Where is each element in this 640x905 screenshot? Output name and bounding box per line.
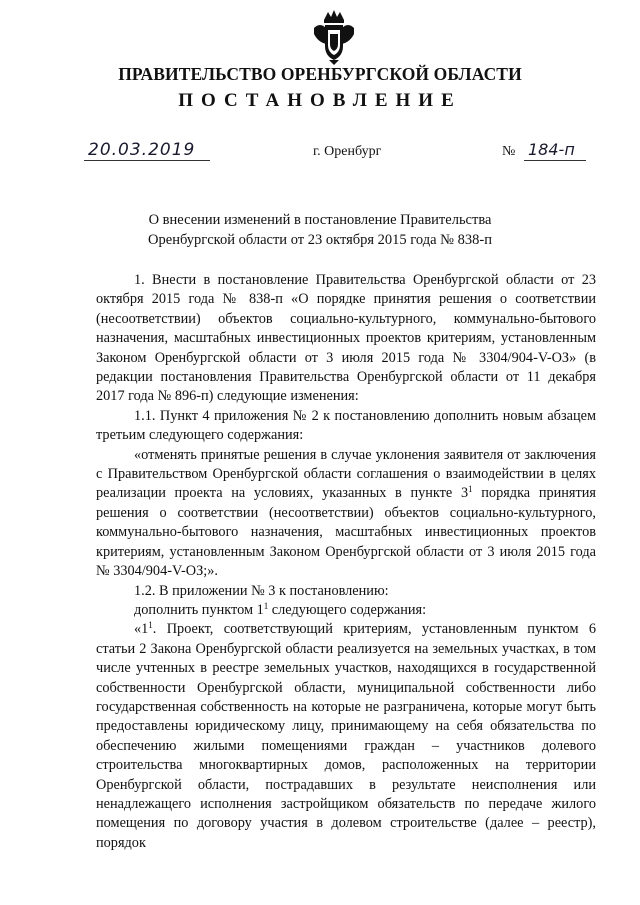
- document-date: 20.03.2019: [88, 140, 196, 160]
- document-type-title: ПОСТАНОВЛЕНИЕ: [178, 90, 462, 111]
- paragraph-quote-2-text-b: . Проект, соответствующий критериям, установленным пунктом 6 статьи 2 Закона Оренбургской области реализуется на земельных участках, в том числе учтенных в реестре земельных участков, находящихся в государственной собственности Оренбургской области, муниципальной собственности либо государственная собственность на которые не разграничена, которые могут быть предоставлены юридическому лицу, принимающему на себя обязательства по обеспечению жилыми помещениями граждан – участников долевого строительства многоквартирных домов, расположенных на территории Оренбургской области, пострадавших в результате неисполнения или ненадлежащего исполнения застройщиком обязательств по передаче жилого помещения по договору участия в долевом строительстве (далее – реестр), порядок: [96, 621, 596, 851]
- coat-of-arms-icon: [312, 8, 356, 66]
- paragraph-add-point: [96, 601, 596, 620]
- paragraph-1: 1. Внести в постановление Правительства Оренбургской области от 23 октября 2015 года № 838-п «О порядке принятия решения о соответствии (несоответствии) объектов социально-культурного, коммунально-бытового назначения, масштабных инвестиционных проектов критериям, установленным Законом Оренбургской области от 3 июля 2015 года № 3304/904-V-ОЗ» (в редакции постановления Правительства Оренбургской области от 11 декабря 2017 года № 896-п) следующие изменения:: [96, 272, 596, 405]
- paragraph-add-point-text-a: дополнить пунктом 1: [134, 601, 264, 618]
- date-underline: [84, 160, 210, 161]
- paragraph-quote-2-text-a: «1: [134, 621, 149, 638]
- number-underline: [524, 160, 586, 161]
- document-number: 184-п: [528, 140, 575, 159]
- paragraph-1-2: 1.2. В приложении № 3 к постановлению:: [134, 582, 389, 599]
- document-body: [96, 271, 596, 853]
- superscript: 1: [468, 484, 473, 495]
- paragraph-quote-2: [96, 620, 596, 853]
- superscript: 1: [263, 600, 269, 611]
- paragraph-add-point-text-b: следующего содержания:: [268, 601, 427, 618]
- paragraph-quote-1-text-b: порядка принятия решения о соответствии (несоответствии) объектов социально-культурного, коммунально-бытового назначения, масштабных инвестиционных проектов критериям, установленным Законом Оренбургской области от 3 июля 2015 года № 3304/904-V-ОЗ;».: [96, 485, 596, 580]
- document-city: г. Оренбург: [313, 144, 382, 159]
- document-number-label: №: [502, 144, 516, 159]
- paragraph-quote-1: [96, 446, 596, 582]
- document-subject: О внесении изменений в постановление Правительства Оренбургской области от 23 октября 2015 года № 838-п: [148, 212, 492, 248]
- organization-title: ПРАВИТЕЛЬСТВО ОРЕНБУРГСКОЙ ОБЛАСТИ: [118, 64, 522, 84]
- paragraph-1-1: 1.1. Пункт 4 приложения № 2 к постановлению дополнить новым абзацем третьим следующего содержания:: [96, 407, 596, 444]
- paragraph-quote-1-text-a: «отменять принятые решения в случае уклонения заявителя от заключения с Правительством Оренбургской области соглашения о взаимодействии в целях реализации проекта на условиях, указанных в пункте 3: [96, 446, 596, 502]
- superscript: 1: [148, 620, 153, 631]
